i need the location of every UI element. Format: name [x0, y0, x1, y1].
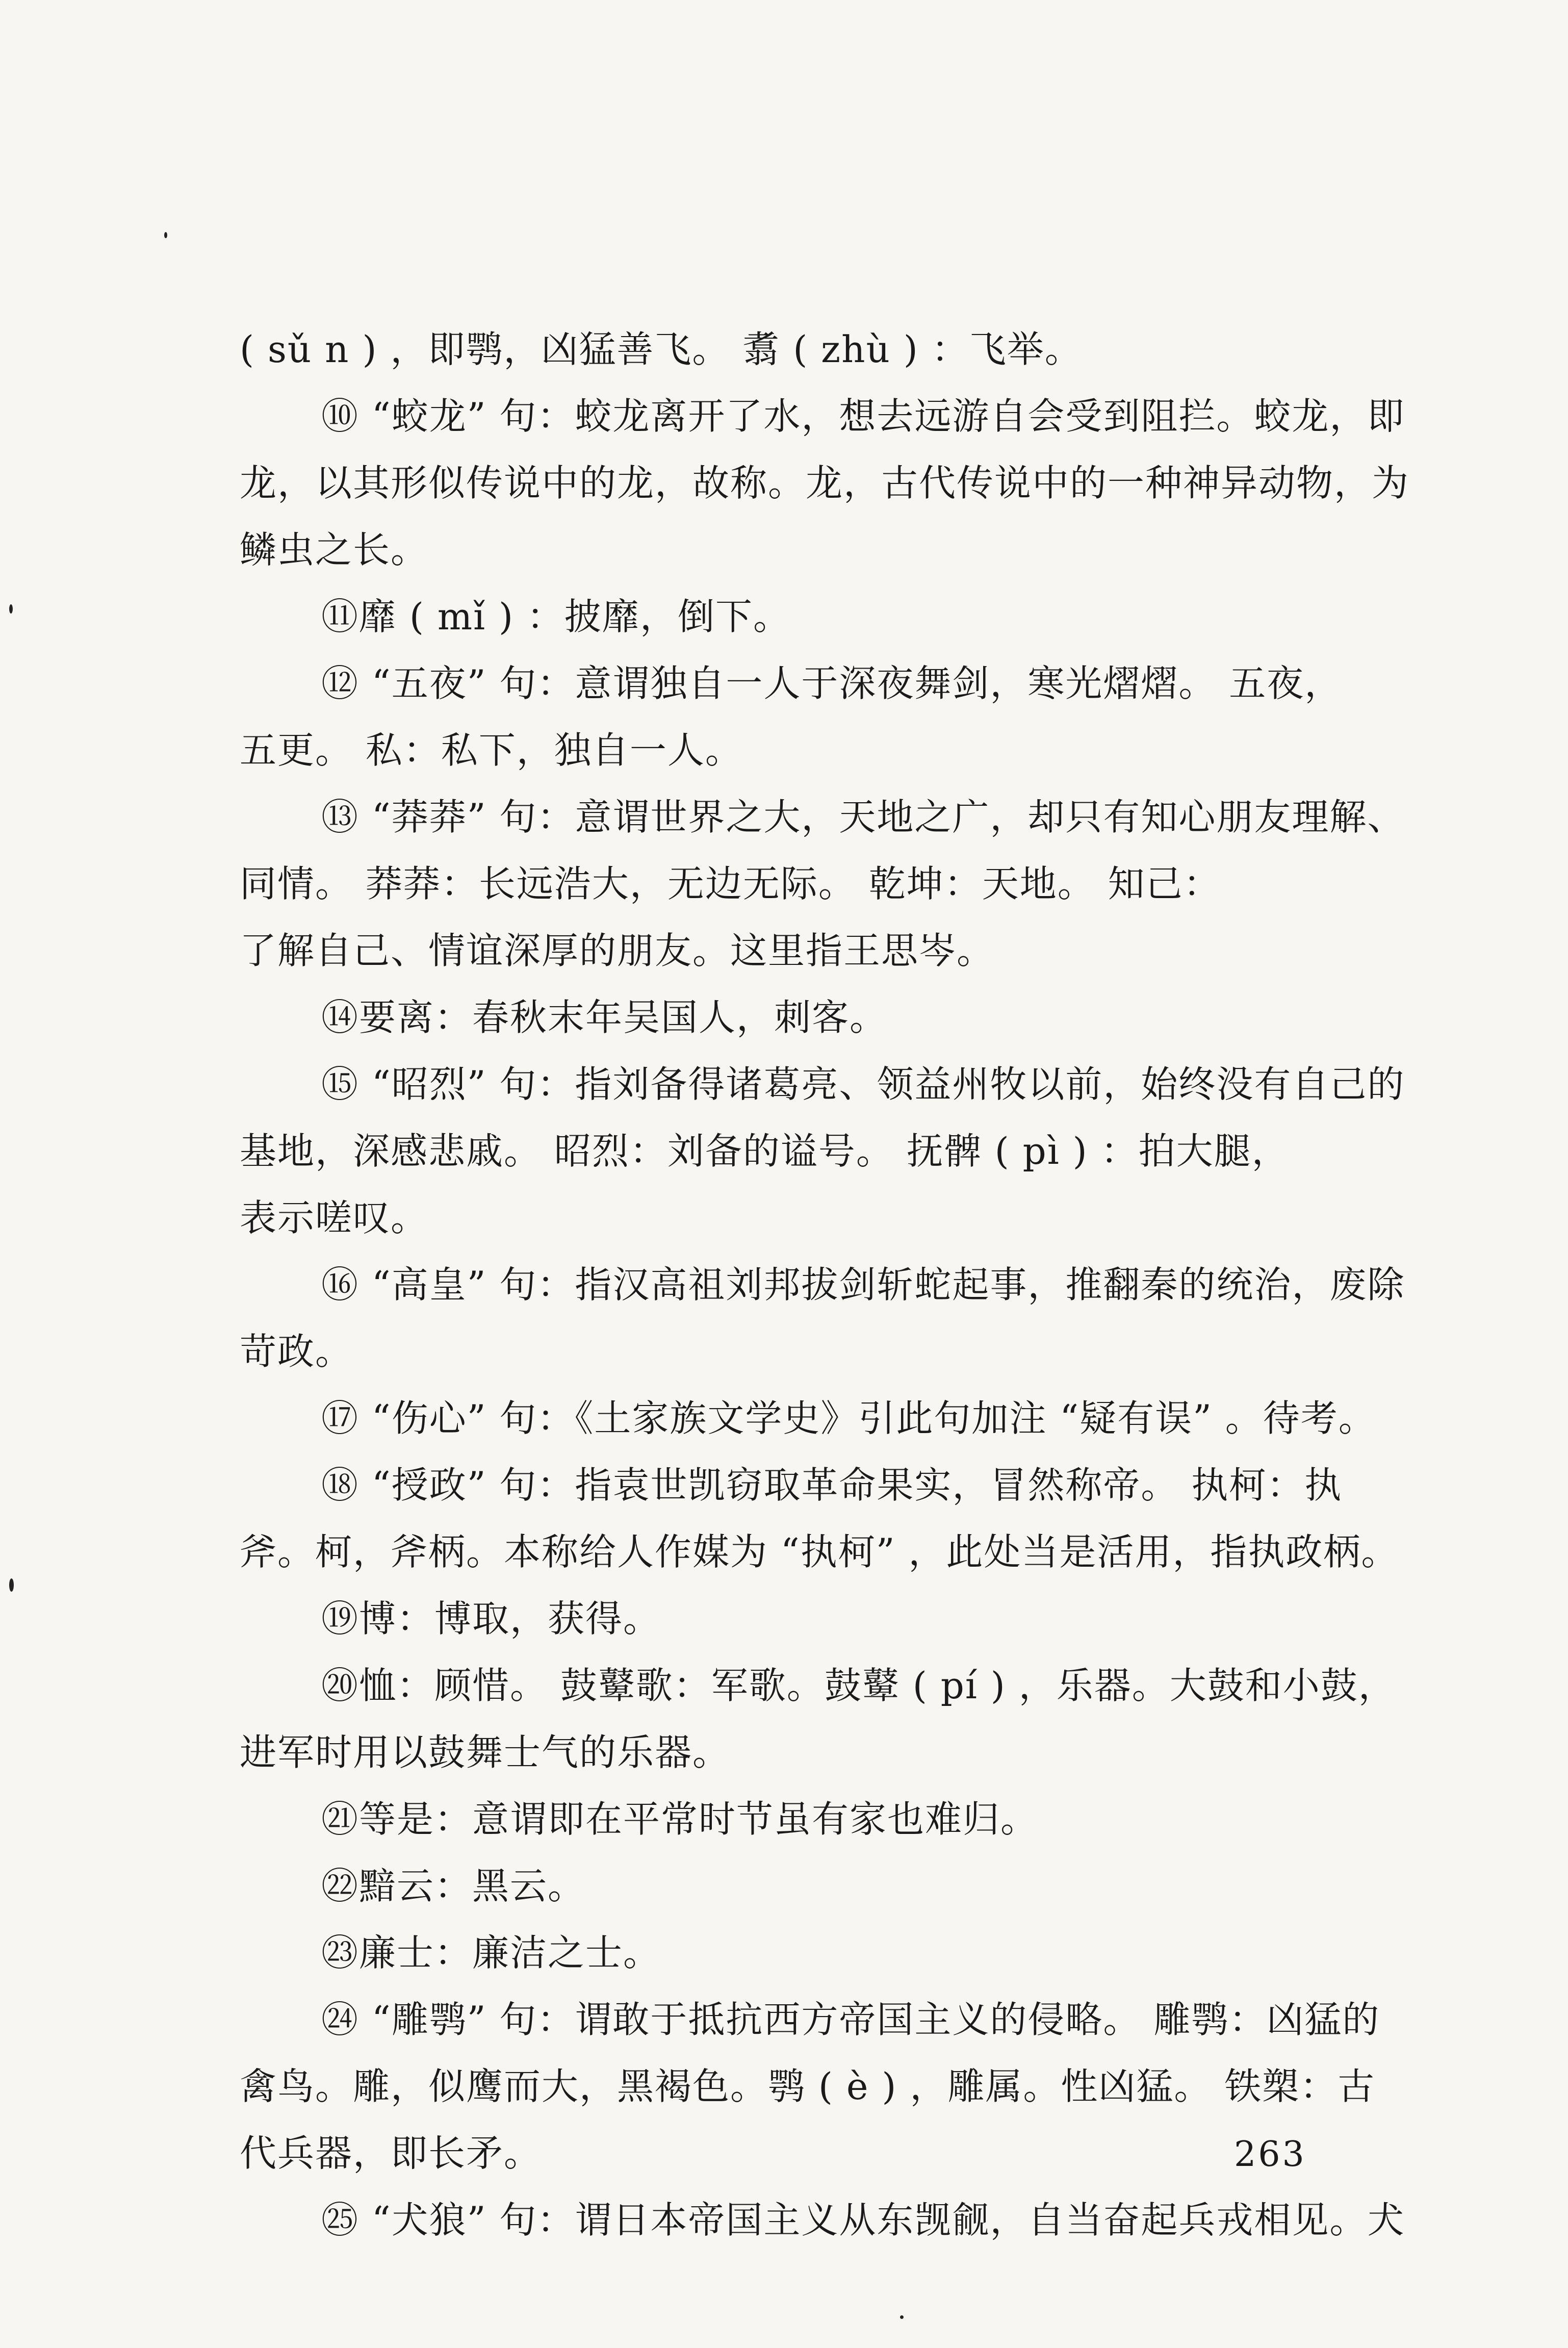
annotation-text	[240, 316, 1412, 2254]
text-line: 苛政。	[240, 1330, 353, 1373]
text-line: ⑯ “高皇” 句：指汉高祖刘邦拔剑斩蛇起事，推翻秦的统治，废除	[321, 1263, 1405, 1306]
text-line: 表示嗟叹。	[240, 1196, 429, 1239]
text-line: ㉒黯云：黑云。	[321, 1865, 586, 1907]
scan-speck	[9, 604, 13, 614]
text-line: 斧。柯，斧柄。本称给人作媒为 “执柯” ，此处当是活用，指执政柄。	[240, 1530, 1399, 1573]
text-line: ㉔ “雕鹗” 句：谓敢于抵抗西方帝国主义的侵略。 雕鹗：凶猛的	[321, 1998, 1380, 2041]
scan-speck	[900, 2315, 904, 2319]
text-line: ⑬ “莽莽” 句：意谓世界之大，天地之广，却只有知心朋友理解、	[321, 796, 1405, 838]
text-line: ⑲博：博取，获得。	[321, 1597, 661, 1640]
text-line: 进军时用以鼓舞士气的乐器。	[240, 1731, 731, 1774]
text-line: 同情。 莽莽：长远浩大，无边无际。 乾坤：天地。 知己：	[240, 862, 1221, 905]
text-line: ⑮ “昭烈” 句：指刘备得诸葛亮、领益州牧以前，始终没有自己的	[321, 1063, 1405, 1106]
text-line: ⑳恤：顾惜。 鼓鼙歌：军歌。鼓鼙 ( pí ) ，乐器。大鼓和小鼓，	[321, 1664, 1396, 1707]
text-line: ⑫ “五夜” 句：意谓独自一人于深夜舞剑，寒光熠熠。 五夜，	[321, 662, 1343, 705]
text-line: 了解自己、情谊深厚的朋友。这里指王思岑。	[240, 929, 995, 972]
text-line: 禽鸟。雕，似鹰而大，黑褐色。鹗 ( è ) ，雕属。性凶猛。 铁槊：古	[240, 2065, 1376, 2108]
scan-speck	[9, 1578, 14, 1592]
text-line: 鳞虫之长。	[240, 528, 429, 571]
text-line: 代兵器，即长矛。	[240, 2132, 542, 2175]
text-line: 龙，以其形似传说中的龙，故称。龙，古代传说中的一种神异动物，为	[240, 462, 1410, 504]
text-line: 基地，深感悲戚。 昭烈：刘备的谥号。 抚髀 ( pì ) ：拍大腿，	[240, 1130, 1290, 1172]
text-line: ㉕ “犬狼” 句：谓日本帝国主义从东觊觎，自当奋起兵戎相见。犬	[321, 2199, 1405, 2241]
scan-speck	[164, 232, 167, 238]
text-line: ㉑等是：意谓即在平常时节虽有家也难归。	[321, 1798, 1039, 1841]
text-line: 五更。 私：私下，独自一人。	[240, 729, 743, 772]
text-line: ⑰ “伤心” 句：《土家族文学史》引此句加注 “疑有误” 。待考。	[321, 1397, 1376, 1440]
text-line: ⑪靡 ( mǐ ) ：披靡，倒下。	[321, 595, 791, 638]
text-line: ⑭要离：春秋末年吴国人，刺客。	[321, 996, 888, 1039]
page-number: 263	[1234, 2134, 1306, 2175]
text-line: ㉓廉士：廉洁之士。	[321, 1931, 661, 1974]
text-line: ⑱ “授政” 句：指袁世凯窃取革命果实，冒然称帝。 执柯：执	[321, 1464, 1343, 1507]
text-line: ( sǔ n ) ，即鹗，凶猛善飞。 翥 ( zhù ) ：飞举。	[240, 328, 1083, 371]
text-line: ⑩ “蛟龙” 句：蛟龙离开了水，想去远游自会受到阻拦。蛟龙，即	[321, 395, 1405, 438]
